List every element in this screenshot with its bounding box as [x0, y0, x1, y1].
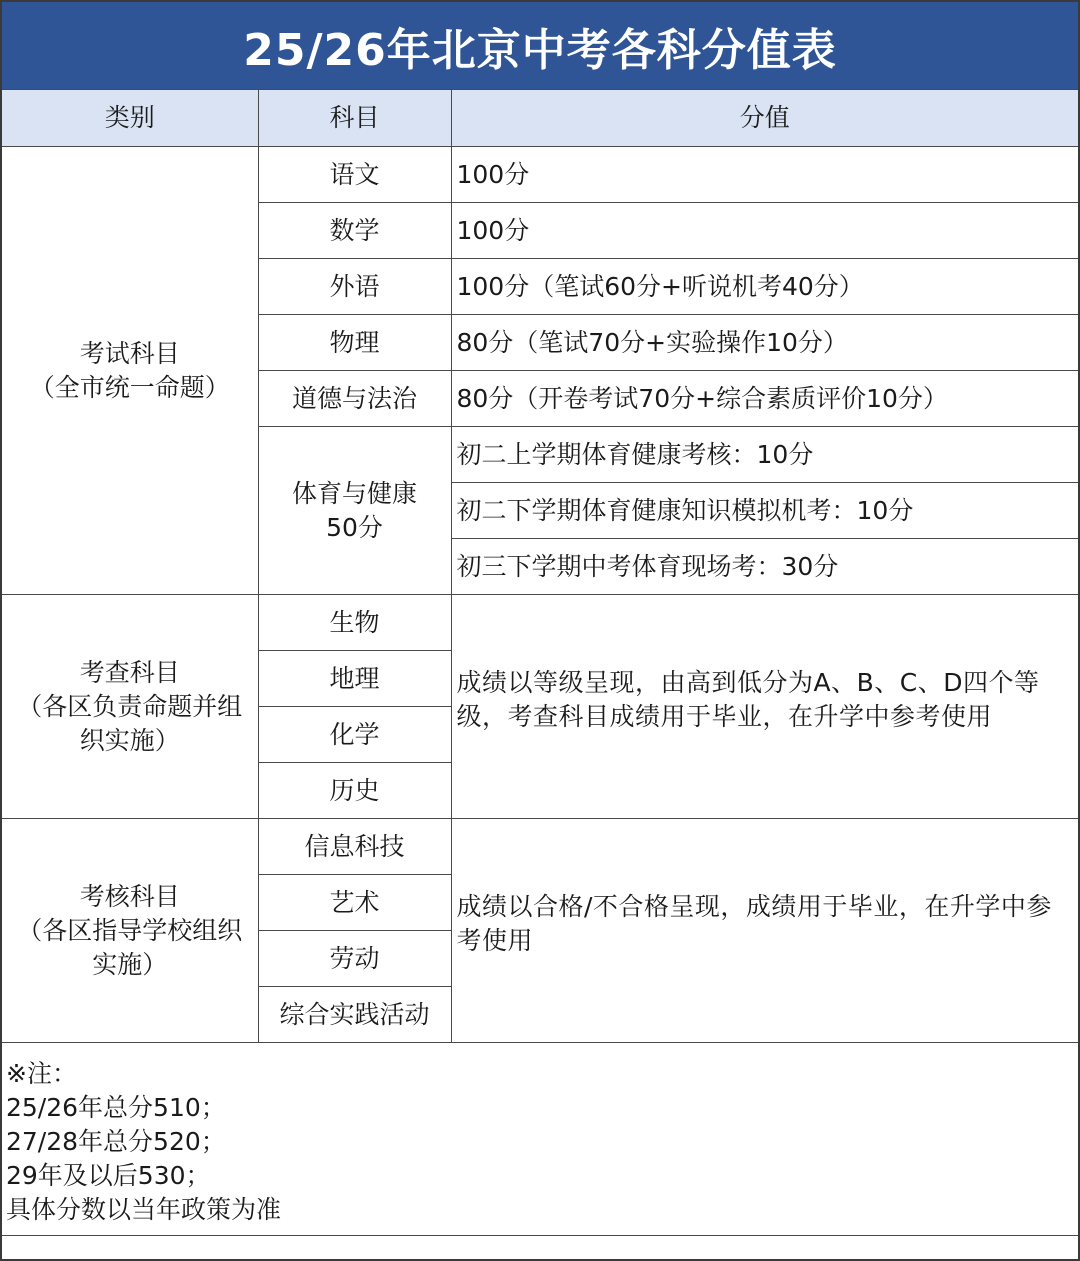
header-category: 类别: [2, 90, 258, 147]
subject-cell: 道德与法治: [258, 371, 451, 427]
assess-description: 成绩以合格/不合格呈现，成绩用于毕业，在升学中参考使用: [451, 819, 1078, 1043]
subject-cell: 物理: [258, 315, 451, 371]
category-inspect-title: 考查科目: [79, 657, 180, 687]
pe-item: 初二下学期体育健康知识模拟机考：10分: [451, 483, 1078, 539]
score-cell: 100分: [451, 147, 1078, 203]
score-table: [2, 89, 1078, 1236]
notes-cell: [2, 1043, 1078, 1236]
category-inspect-note: （各区负责命题并组: [17, 691, 243, 721]
notes-row: [2, 1043, 1078, 1236]
subject-cell: 化学: [258, 707, 451, 763]
header-subject: 科目: [258, 90, 451, 147]
category-inspect-note-cont: 织实施）: [79, 725, 180, 755]
category-inspect: [2, 595, 258, 819]
notes-line: 具体分数以当年政策为准: [6, 1195, 282, 1224]
category-exam-title: 考试科目: [79, 338, 180, 368]
table-row: [2, 147, 1078, 203]
subject-cell: 综合实践活动: [258, 987, 451, 1043]
subject-cell: 生物: [258, 595, 451, 651]
subject-cell: 数学: [258, 203, 451, 259]
header-score: 分值: [451, 90, 1078, 147]
notes-heading: ※注：: [6, 1059, 77, 1088]
pe-item: 初二上学期体育健康考核：10分: [451, 427, 1078, 483]
subject-cell: 语文: [258, 147, 451, 203]
score-cell: 100分: [451, 203, 1078, 259]
category-assess: [2, 819, 258, 1043]
subject-cell: 艺术: [258, 875, 451, 931]
score-cell: 100分（笔试60分+听说机考40分）: [451, 259, 1078, 315]
subject-cell: 地理: [258, 651, 451, 707]
notes-line: 29年及以后530；: [6, 1161, 211, 1190]
category-assess-note: （各区指导学校组织: [17, 915, 243, 945]
subject-cell: 历史: [258, 763, 451, 819]
subject-cell: 外语: [258, 259, 451, 315]
inspect-description: 成绩以等级呈现，由高到低分为A、B、C、D四个等级，考查科目成绩用于毕业，在升学中参考使用: [451, 595, 1078, 819]
category-assess-title: 考核科目: [79, 881, 180, 911]
page-title: 25/26年北京中考各科分值表: [243, 24, 837, 76]
table-row: [2, 819, 1078, 875]
table-header-row: [2, 90, 1078, 147]
notes-line: 25/26年总分510；: [6, 1093, 226, 1122]
title-bar: [2, 2, 1078, 89]
subject-pe-title: 体育与健康: [291, 478, 417, 508]
score-cell: 80分（开卷考试70分+综合素质评价10分）: [451, 371, 1078, 427]
score-cell: 80分（笔试70分+实验操作10分）: [451, 315, 1078, 371]
subject-pe: [258, 427, 451, 595]
category-exam: [2, 147, 258, 595]
category-assess-note-cont: 实施）: [92, 949, 168, 979]
category-exam-note: （全市统一命题）: [29, 372, 230, 402]
notes-line: 27/28年总分520；: [6, 1127, 226, 1156]
table-row: [2, 595, 1078, 651]
subject-cell: 信息科技: [258, 819, 451, 875]
subject-cell: 劳动: [258, 931, 451, 987]
pe-item: 初三下学期中考体育现场考：30分: [451, 539, 1078, 595]
subject-pe-score: 50分: [326, 512, 383, 542]
